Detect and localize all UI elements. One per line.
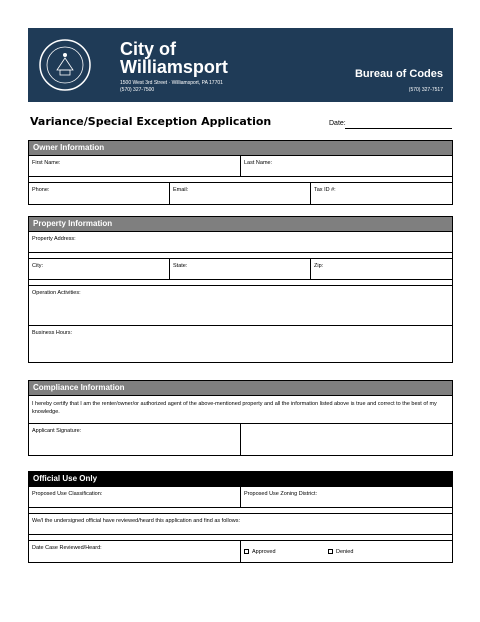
decision-cell — [241, 541, 452, 562]
business-hours-field[interactable]: Business Hours: — [32, 330, 73, 336]
compliance-section — [28, 380, 453, 456]
city-name-line2: Williamsport — [120, 57, 228, 77]
city-field[interactable]: City: — [29, 259, 170, 279]
zip-field[interactable]: Zip: — [314, 263, 324, 269]
date-reviewed-field[interactable]: Date Case Reviewed/Heard: — [29, 541, 241, 562]
signature-box[interactable] — [241, 424, 452, 455]
bureau-name: Bureau of Codes — [354, 68, 443, 80]
date-field[interactable] — [345, 128, 452, 129]
denied-label: Denied — [336, 548, 354, 555]
header-banner — [28, 28, 453, 102]
proposed-classification-field[interactable]: Proposed Use Classification: — [29, 487, 241, 507]
official-heading: Official Use Only — [29, 472, 452, 487]
denied-checkbox[interactable] — [328, 549, 333, 554]
certification-text: I hereby certify that I am the renter/owner/or authorized agent of the above-mentioned property and all the information listed above is true and correct to the best of my knowledge. — [32, 401, 437, 415]
bureau-phone: (570) 327-7517 — [408, 87, 443, 93]
property-heading: Property Information — [29, 217, 452, 232]
first-name-field[interactable]: First Name: — [29, 156, 241, 176]
compliance-heading: Compliance Information — [29, 381, 452, 396]
owner-heading: Owner Information — [29, 141, 452, 156]
approved-checkbox[interactable] — [244, 549, 249, 554]
official-section — [28, 471, 453, 563]
email-field[interactable]: Email: — [170, 183, 311, 204]
applicant-signature-field[interactable]: Applicant Signature: — [29, 424, 241, 455]
form-title: Variance/Special Exception Application — [30, 115, 272, 128]
review-statement: We/I the undersigned official have reviewed/heard this application and find as follows: — [32, 518, 241, 524]
property-address-field[interactable]: Property Address: — [32, 236, 76, 242]
phone-field[interactable]: Phone: — [29, 183, 170, 204]
last-name-field[interactable]: Last Name: — [244, 160, 273, 166]
city-seal-icon — [38, 38, 92, 92]
owner-section — [28, 140, 453, 205]
city-phone: (570) 327-7500 — [120, 87, 155, 93]
date-label: Date: — [329, 120, 346, 127]
proposed-zoning-field[interactable]: Proposed Use Zoning District: — [244, 491, 318, 497]
tax-id-field[interactable]: Tax ID #: — [314, 187, 336, 193]
city-name-line1: City of — [120, 39, 176, 59]
denied-option[interactable] — [328, 549, 353, 555]
property-section — [28, 216, 453, 363]
operation-activities-field[interactable]: Operation Activities: — [32, 290, 81, 296]
state-field[interactable]: State: — [170, 259, 311, 279]
approved-option[interactable] — [244, 549, 328, 555]
city-address: 1500 West 3rd Street · Williamsport, PA 17701 — [120, 80, 223, 86]
approved-label: Approved — [252, 548, 276, 555]
